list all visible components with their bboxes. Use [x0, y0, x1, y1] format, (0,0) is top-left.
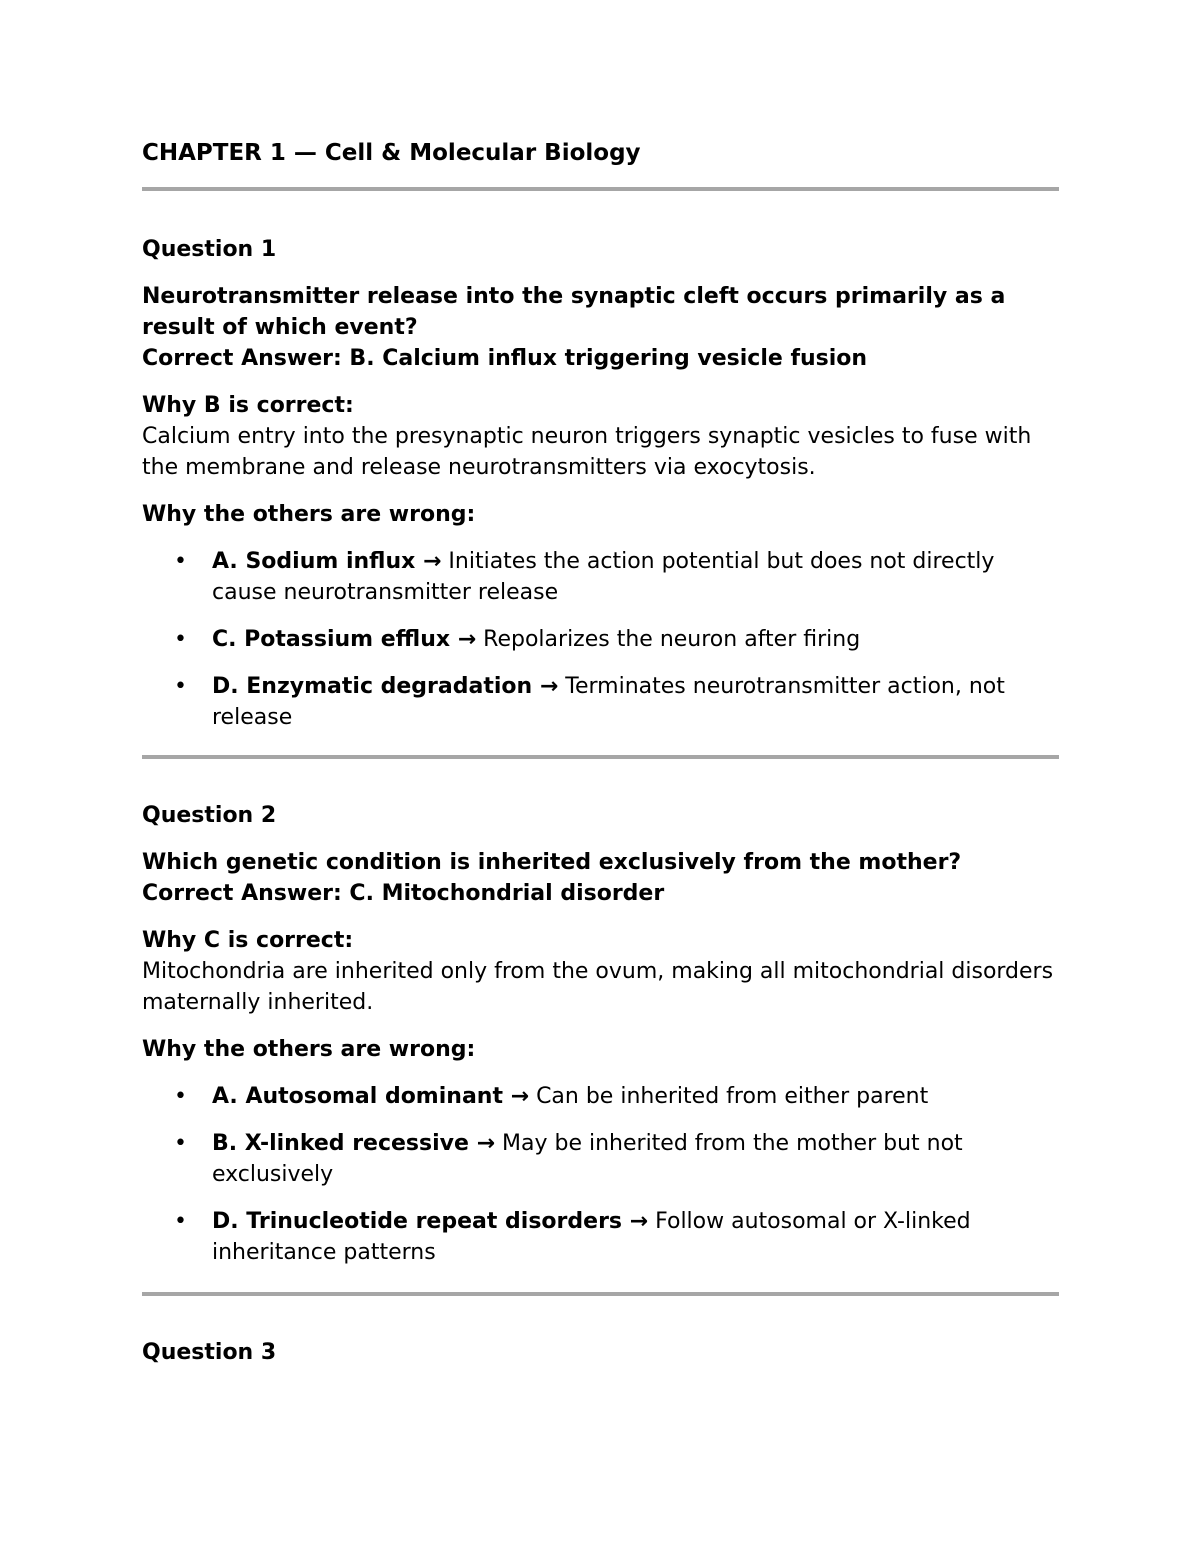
bullet-icon: • — [174, 1084, 187, 1109]
list-item — [142, 1081, 1060, 1112]
list-item — [142, 1206, 1060, 1268]
list-item — [142, 1128, 1060, 1190]
explanation-text: Mitochondria are inherited only from the ovum, making all mitochondrial disorders maternally inherited. — [142, 959, 1054, 1015]
option-label: A. Sodium influx → — [212, 549, 442, 574]
bullet-icon: • — [174, 627, 187, 652]
why-wrong-heading: Why the others are wrong: — [142, 502, 476, 527]
option-reason: Repolarizes the neuron after firing — [483, 627, 861, 652]
bullet-icon: • — [174, 1209, 187, 1234]
option-label: C. Potassium efflux → — [212, 627, 477, 652]
question-text: Which genetic condition is inherited exclusively from the mother? — [142, 850, 962, 875]
option-reason: Follow autosomal or X-linked inheritance patterns — [212, 1209, 971, 1265]
explanation-text: Calcium entry into the presynaptic neuron triggers synaptic vesicles to fuse with the membrane and release neurotransmitters via exocytosis. — [142, 424, 1032, 480]
question-title: Question 1 — [142, 237, 277, 262]
option-label: B. X-linked recessive → — [212, 1131, 496, 1156]
chapter-title: CHAPTER 1 — Cell & Molecular Biology — [142, 140, 641, 166]
bullet-icon: • — [174, 674, 187, 699]
option-label: D. Enzymatic degradation → — [212, 674, 559, 699]
option-reason: Initiates the action potential but does not directly cause neurotransmitter release — [212, 549, 995, 605]
question-block-1 — [142, 234, 1060, 749]
correct-answer: Correct Answer: B. Calcium influx triggering vesicle fusion — [142, 346, 868, 371]
horizontal-rule — [142, 755, 1059, 759]
bullet-icon: • — [174, 1131, 187, 1156]
bullet-icon: • — [174, 549, 187, 574]
wrong-options-list — [142, 546, 1060, 733]
option-reason: May be inherited from the mother but not exclusively — [212, 1131, 963, 1187]
list-item — [142, 546, 1060, 608]
why-correct-heading: Why C is correct: — [142, 928, 354, 953]
question-block-2 — [142, 800, 1060, 1284]
horizontal-rule — [142, 187, 1059, 191]
why-correct-heading: Why B is correct: — [142, 393, 354, 418]
question-title: Question 2 — [142, 803, 277, 828]
option-label: A. Autosomal dominant → — [212, 1084, 530, 1109]
wrong-options-list — [142, 1081, 1060, 1268]
question-title: Question 3 — [142, 1340, 277, 1365]
question-text: Neurotransmitter release into the synaptic cleft occurs primarily as a result of which event? — [142, 284, 1006, 340]
list-item — [142, 671, 1060, 733]
question-block-3 — [142, 1337, 1060, 1369]
option-reason: Can be inherited from either parent — [536, 1084, 929, 1109]
option-reason: Terminates neurotransmitter action, not release — [212, 674, 1005, 730]
correct-answer: Correct Answer: C. Mitochondrial disorder — [142, 881, 665, 906]
why-wrong-heading: Why the others are wrong: — [142, 1037, 476, 1062]
list-item — [142, 624, 1060, 655]
option-label: D. Trinucleotide repeat disorders → — [212, 1209, 649, 1234]
horizontal-rule — [142, 1292, 1059, 1296]
